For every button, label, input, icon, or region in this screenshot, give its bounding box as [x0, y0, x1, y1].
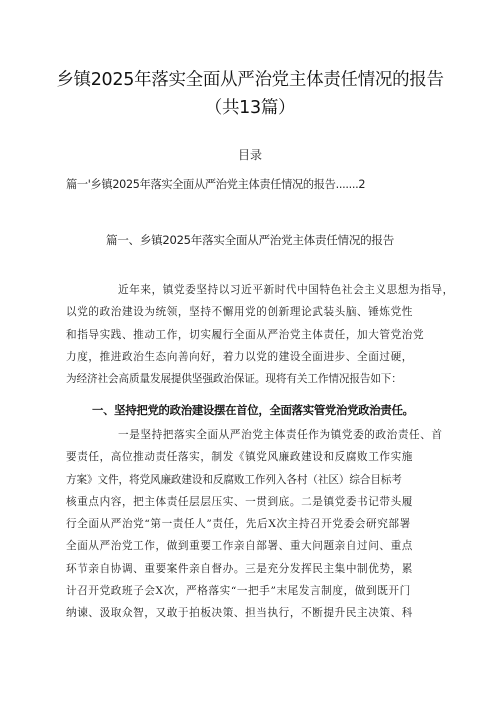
- paragraph-line: 行全面从严治党“第一责任人”责任，先后X次主持召开党委会研究部署: [66, 518, 411, 531]
- paragraph-line: 全面从严治党工作，做到重要工作亲自部署、重大问题亲自过问、重点: [66, 540, 414, 553]
- paragraph-line: 为经济社会高质量发展提供坚强政治保证。现将有关工作情况报告如下：: [66, 373, 402, 386]
- title-line-1: 乡镇2025年落实全面从严治党主体责任情况的报告: [56, 70, 444, 90]
- paragraph-line: 一是坚持把落实全面从严治党主体责任作为镇党委的政治责任、首: [118, 429, 443, 441]
- paragraph-body: [66, 424, 460, 625]
- paragraph-intro: [66, 279, 460, 390]
- paragraph-line: 要责任，高位推动责任落实，制发《镇党风廉政建设和反腐败工作实施: [66, 451, 414, 464]
- section-heading: 篇一、乡镇2025年落实全面从严治党主体责任情况的报告: [105, 233, 395, 247]
- sub-heading: 一、坚持把党的政治建设摆在首位，全面落实管党治党政治责任。: [92, 403, 414, 417]
- paragraph-line: 计召开党政班子会X次，严格落实“一把手”末尾发言制度，做到既开门: [66, 585, 411, 598]
- paragraph-line: 纳谏、汲取众智，又敢于拍板决策、担当执行，不断提升民主决策、科: [66, 607, 414, 620]
- paragraph-line: 和指导实践、推动工作，切实履行全面从严治党主体责任，加大管党治党: [66, 328, 425, 341]
- paragraph-line: 环节亲自协调、重要案件亲自督办。三是充分发挥民主集中制优势，累: [66, 562, 414, 575]
- paragraph-line: 以党的政治建设为统领，坚持不懈用党的创新理论武装头脑、锤炼党性: [66, 306, 414, 319]
- toc-heading: 目录: [237, 148, 262, 162]
- toc-entry[interactable]: 篇一'乡镇2025年落实全面从严治党主体责任情况的报告.......2: [66, 178, 366, 191]
- paragraph-line: 方案》文件，将党风廉政建设和反腐败工作列入各村（社区）综合目标考: [66, 473, 402, 486]
- paragraph-line: 力度，推进政治生态向善向好，着力以党的建设全面进步、全面过硬，: [66, 350, 414, 363]
- title-line-2: （共13篇）: [204, 98, 296, 118]
- document-title: [40, 66, 460, 122]
- paragraph-line: 核重点内容，把主体责任层层压实、一贯到底。二是镇党委书记带头履: [66, 495, 414, 508]
- paragraph-line: 近年来，镇党委坚持以习近平新时代中国特色社会主义思想为指导，: [118, 284, 454, 296]
